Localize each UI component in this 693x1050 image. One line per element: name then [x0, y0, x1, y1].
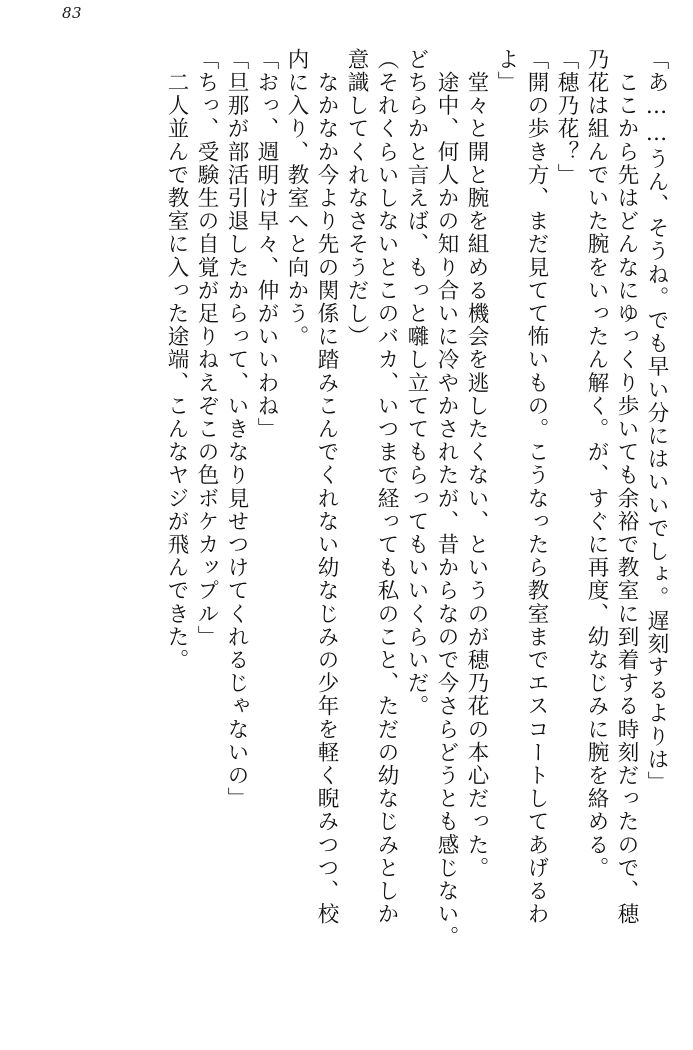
text-column: 乃花は組んでいた腕をいったん解く。が、すぐに再度、幼なじみに腕を絡める。 — [584, 48, 609, 880]
text-column: 意識してくれなさそうだし） — [344, 48, 369, 349]
text-column: 「旦那が部活引退したからって、いきなり見せつけてくれるじゃないの」 — [224, 48, 249, 811]
text-column: どちらかと言えば、もっと囃し立ててもらってもいいくらいだ。 — [404, 48, 429, 718]
text-column: 二人並んで教室に入った途端、こんなヤジが飛んできた。 — [164, 48, 189, 672]
text-column: （それくらいしないとこのバカ、いつまで経っても私のこと、ただの幼なじみとしか — [374, 48, 399, 926]
text-column: なかなか今より先の関係に踏みこんでくれない幼なじみの少年を軽く睨みつつ、校 — [314, 48, 339, 926]
text-column: 内に入り、教室へと向かう。 — [284, 48, 309, 349]
page-number: 83 — [62, 4, 83, 22]
text-column: 途中、何人かの知り合いに冷やかされたが、昔からなので今さらどうとも感じない。 — [434, 48, 459, 949]
text-column: 「ちっ、受験生の自覚が足りねえぞこの色ボケカップル」 — [194, 48, 219, 649]
text-column: 「あ……うん、そうね。でも早い分にはいいでしょ。遅刻するよりは」 — [644, 48, 669, 795]
text-column: 「おっ、週明け早々、仲がいいわね」 — [254, 48, 279, 441]
vertical-text-block — [26, 48, 667, 1023]
text-column: 堂々と開と腕を組める機会を逃したくない、というのが穂乃花の本心だった。 — [464, 48, 489, 880]
text-column: よ」 — [494, 48, 519, 95]
text-column: 「開の歩き方、まだ見てて怖いもの。こうなったら教室までエスコートしてあげるわ — [524, 48, 549, 926]
text-column: 「穂乃花？」 — [554, 48, 579, 187]
text-column: ここから先はどんなにゆっくり歩いても余裕で教室に到着する時刻だったので、穂 — [614, 48, 639, 926]
